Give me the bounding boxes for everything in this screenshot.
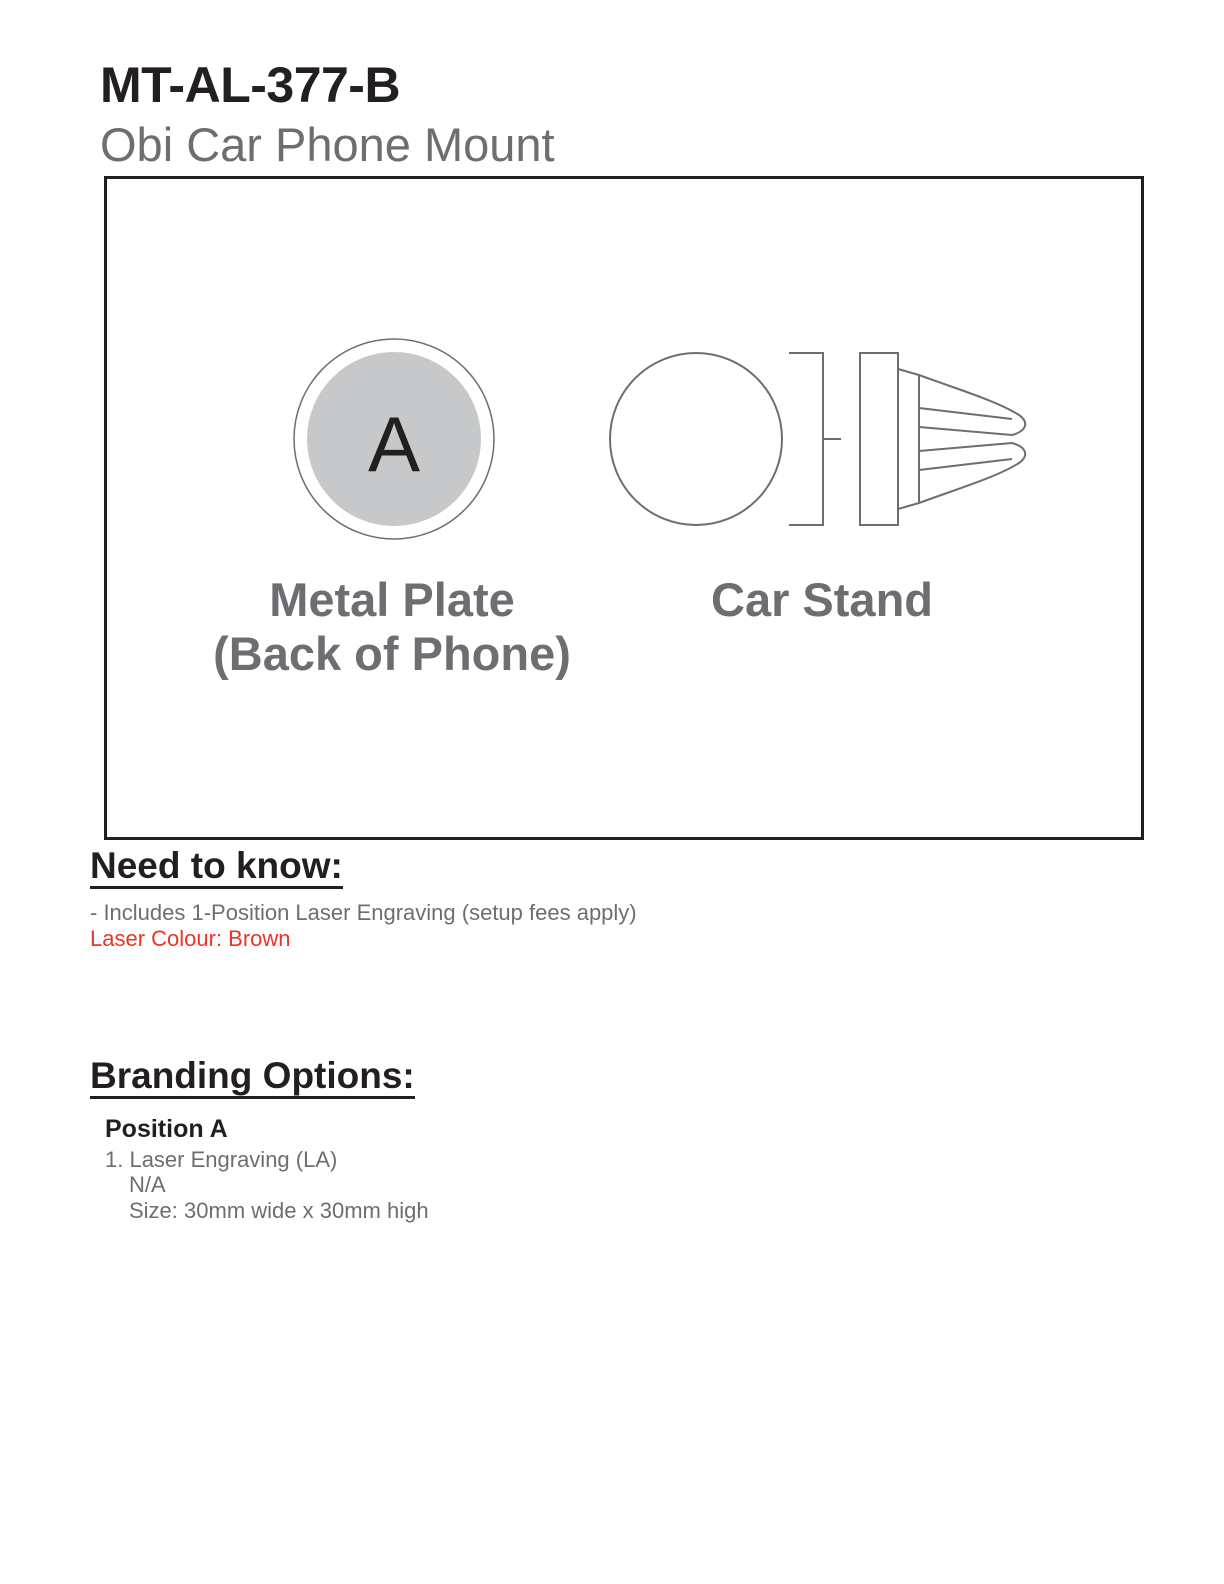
- product-name: Obi Car Phone Mount: [100, 118, 555, 171]
- branding-options-heading: Branding Options:: [90, 1056, 415, 1099]
- product-diagram: [107, 179, 1141, 837]
- laser-colour-note: Laser Colour: Brown: [90, 926, 291, 951]
- metal-plate-label-line1: Metal Plate: [269, 573, 515, 626]
- need-to-know-heading: Need to know:: [90, 846, 343, 889]
- position-title: Position A: [105, 1115, 228, 1143]
- metal-plate-label: [197, 573, 587, 681]
- product-code: MT-AL-377-B: [100, 57, 401, 113]
- product-diagram-frame: [104, 176, 1144, 840]
- car-stand-label: Car Stand: [711, 573, 933, 626]
- need-to-know-line: - Includes 1-Position Laser Engraving (setup fees apply): [90, 900, 637, 925]
- car-stand-drawing: [610, 353, 1025, 525]
- metal-plate-drawing: [294, 339, 494, 539]
- position-a-marker: A: [367, 400, 421, 488]
- branding-option-title: 1. Laser Engraving (LA): [105, 1147, 338, 1172]
- branding-option-size: Size: 30mm wide x 30mm high: [129, 1198, 429, 1223]
- metal-plate-label-line2: (Back of Phone): [213, 627, 571, 680]
- branding-option-detail: N/A: [129, 1172, 166, 1197]
